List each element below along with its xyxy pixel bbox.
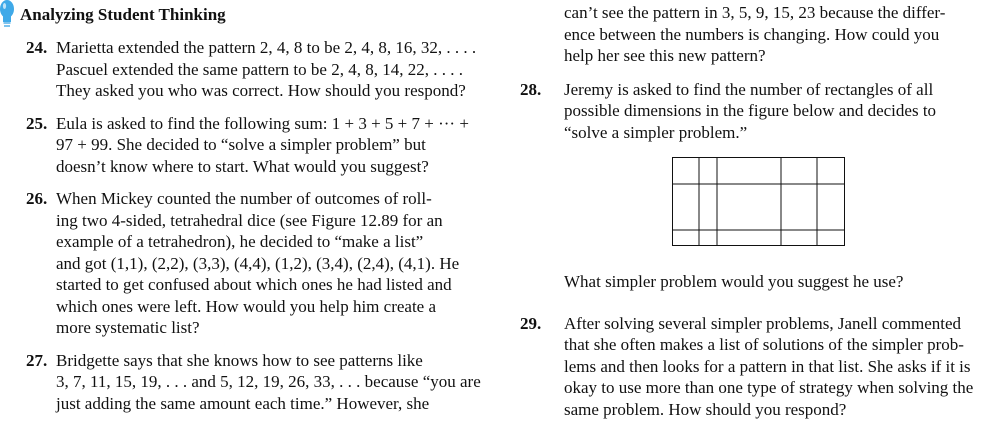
text-line: help her see this new pattern?	[564, 46, 766, 65]
problem-24	[0, 37, 505, 102]
text-line: just adding the same amount each time.” However, she	[56, 393, 430, 413]
problem-text	[56, 350, 505, 415]
text-line: that she often makes a list of solutions of the simpler prob-	[564, 335, 964, 354]
rectangles-figure	[672, 157, 846, 247]
text-line: 97 + 99. She decided to “solve a simpler problem” but	[56, 135, 426, 154]
text-line: possible dimensions in the figure below and decides to	[564, 101, 937, 120]
text-line: After solving several simpler problems, Janell commented	[564, 313, 962, 333]
problem-number: 29.	[520, 313, 542, 333]
text-line: 3, 7, 11, 15, 19, . . . and 5, 12, 19, 26, 33, . . . because “you are	[56, 372, 481, 391]
text-line: can’t see the pattern in 3, 5, 9, 15, 23 because the differ-	[564, 3, 946, 22]
problem-text	[56, 113, 505, 178]
text-line: more systematic list?	[56, 318, 200, 337]
text-line: lems and then looks for a pattern in that list. She asks if it is	[564, 356, 971, 376]
text-line: Pascuel extended the same pattern to be 2, 4, 8, 14, 22, . . . .	[56, 59, 463, 79]
problem-number: 27.	[26, 350, 48, 370]
problem-29	[520, 313, 1003, 421]
problem-text	[564, 313, 1003, 421]
text-line: When Mickey counted the number of outcomes of roll-	[56, 189, 432, 208]
problem-number: 24.	[26, 38, 48, 57]
problem-27	[0, 350, 505, 415]
problem-26	[0, 188, 505, 339]
text-line: example of a tetrahedron), he decided to “make a list”	[56, 232, 424, 251]
problem-number: 28.	[520, 79, 542, 99]
text-line: What simpler problem would you suggest he use?	[564, 272, 904, 291]
section-heading: Analyzing Student Thinking	[20, 5, 226, 24]
text-line: Bridgette says that she knows how to see patterns like	[56, 350, 423, 370]
lightbulb-icon	[0, 0, 14, 30]
text-line: started to get confused about which ones he had listed and	[56, 275, 452, 294]
problem-28	[520, 79, 1003, 144]
left-column	[0, 0, 505, 414]
problem-28-question	[564, 271, 1003, 293]
text-line: doesn’t know where to start. What would you suggest?	[56, 156, 429, 176]
right-column	[520, 0, 1003, 420]
text-line: Jeremy is asked to find the number of rectangles of all	[564, 79, 934, 99]
text-line: They asked you who was correct. How should you respond?	[56, 81, 466, 100]
text-line: and got (1,1), (2,2), (3,3), (4,4), (1,2), (3,4), (2,4), (4,1). He	[56, 253, 460, 273]
problem-number: 26.	[26, 189, 48, 208]
problem-25	[0, 113, 505, 178]
problem-text	[56, 188, 505, 339]
section-header	[0, 0, 505, 34]
problem-text	[564, 79, 1003, 144]
problem-number: 25.	[26, 113, 48, 133]
text-line: Eula is asked to find the following sum: 1 + 3 + 5 + 7 + ··· +	[56, 113, 469, 133]
text-line: which ones were left. How would you help him create a	[56, 296, 437, 316]
problem-27-continued	[564, 2, 1003, 67]
rectangle-grid	[672, 157, 846, 247]
grid-outline	[673, 158, 845, 246]
text-line: okay to use more than one type of strategy when solving the	[564, 378, 974, 397]
text-line: ing two 4-sided, tetrahedral dice (see Figure 12.89 for an	[56, 210, 443, 230]
text-line: “solve a simpler problem.”	[564, 122, 748, 142]
text-line: Marietta extended the pattern 2, 4, 8 to be 2, 4, 8, 16, 32, . . . .	[56, 38, 477, 57]
text-line: ence between the numbers is changing. How could you	[564, 24, 940, 44]
text-line: same problem. How should you respond?	[564, 399, 847, 419]
problem-text	[56, 37, 505, 102]
